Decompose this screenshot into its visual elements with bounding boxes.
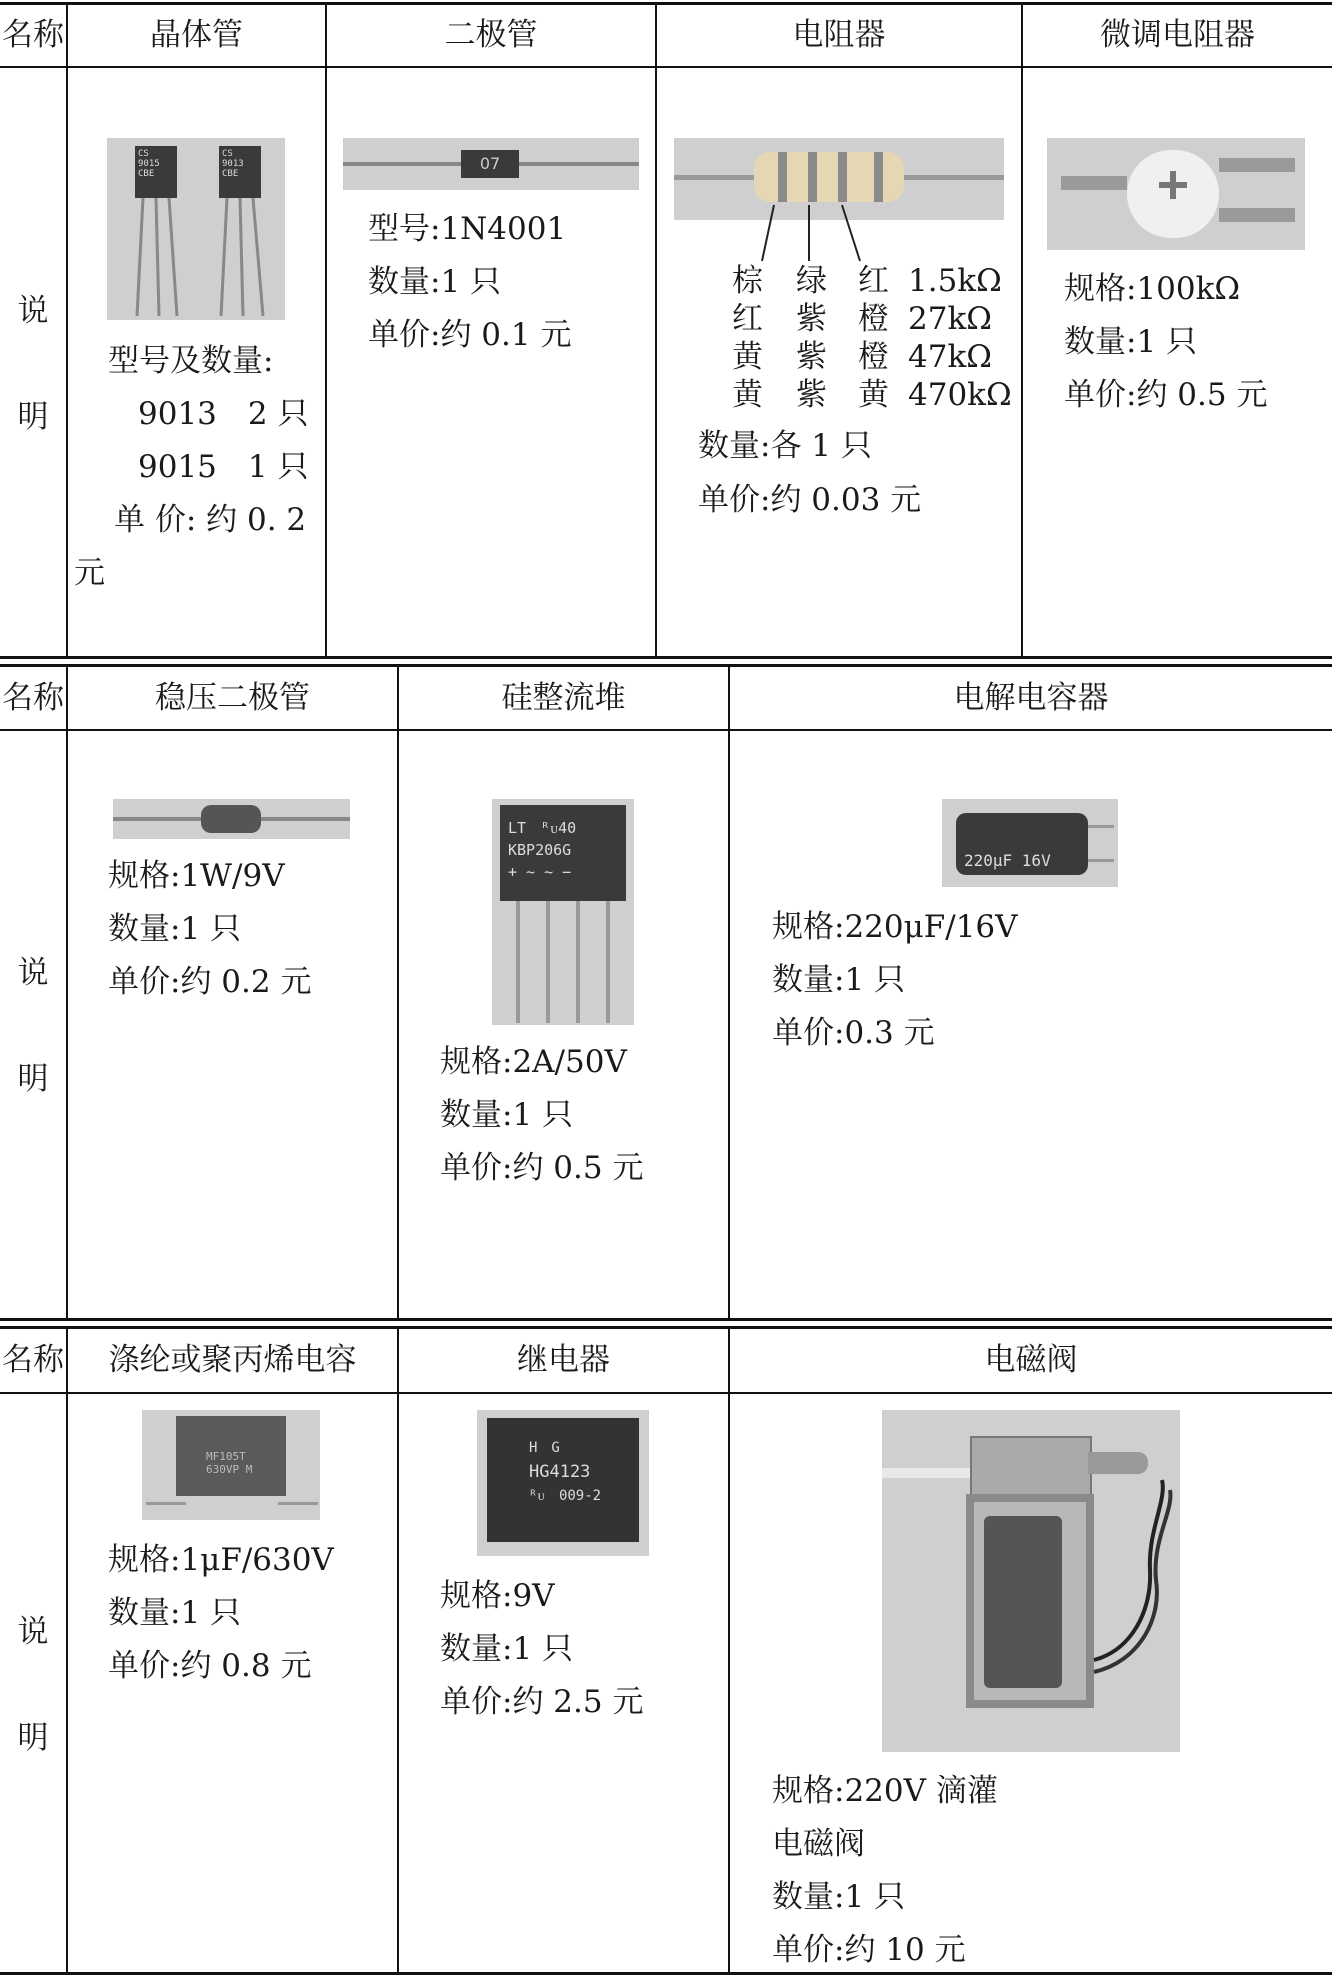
- table-rule: [397, 664, 399, 1321]
- film-cap-lead: [278, 1502, 318, 1505]
- trimmer-pin: [1219, 208, 1295, 222]
- header-resistor: 电阻器: [792, 17, 886, 53]
- zener-line: 数量:1 只: [108, 911, 242, 947]
- zener-body: [201, 805, 261, 833]
- table-rule: [397, 1326, 399, 1975]
- name-label: 名称: [2, 680, 64, 716]
- name-label: 名称: [2, 17, 64, 53]
- table-rule: [1021, 2, 1023, 659]
- band-2-color: 紫: [796, 301, 827, 337]
- header-trimmer: 微调电阻器: [1100, 17, 1255, 53]
- transistor-line: 9015 1 只: [138, 449, 309, 485]
- table-rule: [66, 664, 68, 1321]
- trimmer-photo: [1047, 138, 1305, 250]
- relay-photo: [477, 1410, 649, 1556]
- bridge-marking: + ~ ~ −: [508, 863, 572, 881]
- resistance-value: 1.5kΩ: [908, 263, 1002, 299]
- film-cap-photo: [142, 1410, 320, 1520]
- transistor-9013-body: CS 9013 CBE: [219, 146, 261, 198]
- transistor-line: 9013 2 只: [138, 396, 309, 432]
- table-rule: [655, 2, 657, 659]
- relay-line: 数量:1 只: [440, 1631, 574, 1667]
- solenoid-line: 规格:220V 滴灌: [772, 1773, 998, 1809]
- transistor-leads: [107, 138, 285, 320]
- resistance-value: 47kΩ: [908, 339, 992, 375]
- header-electrolytic: 电解电容器: [953, 680, 1109, 716]
- band-2-color: 紫: [796, 339, 827, 375]
- bridge-line: 规格:2A/50V: [440, 1044, 627, 1080]
- trimmer-line: 单价:约 0.5 元: [1064, 377, 1268, 413]
- band-1-color: 红: [732, 301, 763, 337]
- header-transistor: 晶体管: [150, 17, 243, 53]
- transistor-line: 元: [74, 555, 105, 591]
- color-code-row: [732, 376, 1012, 414]
- trimmer-pin: [1219, 158, 1295, 172]
- relay-body: [487, 1418, 639, 1542]
- solenoid-line: 数量:1 只: [772, 1879, 906, 1915]
- electrolytic-lead: [1088, 859, 1114, 862]
- table-rule: [0, 664, 1332, 667]
- table-rule: [728, 664, 730, 1321]
- band-2-color: 紫: [796, 377, 827, 413]
- electrolytic-photo: [942, 799, 1118, 887]
- electrolytic-line: 数量:1 只: [772, 962, 906, 998]
- transistor-line: 型号及数量:: [108, 343, 274, 379]
- bridge-line: 单价:约 0.5 元: [440, 1150, 644, 1186]
- bridge-marking: KBP206G: [508, 841, 572, 859]
- zener-line: 单价:约 0.2 元: [108, 964, 312, 1000]
- film-cap-body: [176, 1416, 286, 1496]
- electrolytic-line: 规格:220μF/16V: [772, 909, 1018, 945]
- diode-line: 数量:1 只: [368, 264, 502, 300]
- band-3-color: 红: [858, 263, 889, 299]
- color-code-row: [732, 338, 1012, 376]
- header-diode: 二极管: [444, 17, 538, 53]
- band-3-color: 橙: [858, 339, 889, 375]
- relay-marking: HG4123: [529, 1462, 591, 1482]
- band-3-color: 黄: [858, 377, 889, 413]
- table-rule: [0, 1318, 1332, 1321]
- table-rule: [0, 66, 1332, 68]
- header-relay: 继电器: [517, 1342, 610, 1378]
- film-cap-line: 数量:1 只: [108, 1595, 242, 1631]
- diode-line: 单价:约 0.1 元: [368, 317, 572, 353]
- zener-line: 规格:1W/9V: [108, 858, 285, 894]
- band-1-color: 黄: [732, 377, 763, 413]
- transistor-9015-body: CS 9015 CBE: [135, 146, 177, 198]
- color-code-row: [732, 262, 1012, 300]
- desc-label: 说: [17, 293, 49, 329]
- table-rule: [0, 729, 1332, 731]
- table-rule: [66, 1326, 68, 1975]
- resistor-color-code-table: [732, 262, 1012, 414]
- header-zener: 稳压二极管: [155, 680, 310, 716]
- header-bridge: 硅整流堆: [501, 680, 626, 716]
- trimmer-pin: [1061, 176, 1127, 190]
- solenoid-line: 单价:约 10 元: [772, 1932, 966, 1968]
- solenoid-photo: [882, 1410, 1180, 1752]
- desc-label: 明: [17, 399, 49, 435]
- electrolytic-lead: [1088, 825, 1114, 828]
- resistor-line: 单价:约 0.03 元: [698, 482, 922, 518]
- transistor-line: 单 价: 约 0. 2: [114, 502, 307, 538]
- desc-label: 明: [17, 1061, 49, 1097]
- resistor-line: 数量:各 1 只: [698, 428, 872, 464]
- table-rule: [0, 2, 1332, 5]
- band-2-color: 绿: [796, 263, 827, 299]
- table-rule: [66, 2, 68, 659]
- table-rule: [325, 2, 327, 659]
- table-rule: [0, 1392, 1332, 1394]
- table-rule: [0, 1972, 1332, 1975]
- trimmer-line: 数量:1 只: [1064, 324, 1198, 360]
- bridge-line: 数量:1 只: [440, 1097, 574, 1133]
- resistance-value: 27kΩ: [908, 301, 992, 337]
- header-solenoid: 电磁阀: [984, 1342, 1078, 1378]
- zener-photo: [113, 799, 350, 839]
- diode-line: 型号:1N4001: [368, 211, 567, 247]
- diode-photo: [343, 138, 639, 190]
- band-1-color: 棕: [732, 263, 763, 299]
- band-3-color: 橙: [858, 301, 889, 337]
- diode-body: 07: [461, 150, 519, 178]
- bridge-leads: [492, 799, 634, 1025]
- table-rule: [0, 1326, 1332, 1329]
- film-cap-lead: [146, 1502, 186, 1505]
- solenoid-line: 电磁阀: [772, 1826, 865, 1862]
- band-1-color: 黄: [732, 339, 763, 375]
- bridge-marking: LT ᴿᴜ40: [508, 819, 577, 837]
- relay-line: 规格:9V: [440, 1578, 555, 1614]
- desc-label: 说: [17, 1614, 49, 1650]
- resistance-value: 470kΩ: [908, 377, 1012, 413]
- transistor-photo: [107, 138, 285, 320]
- electrolytic-body: 220μF 16V: [956, 813, 1088, 875]
- trimmer-line: 规格:100kΩ: [1064, 271, 1241, 307]
- trimmer-slot: [1170, 171, 1176, 199]
- table-rule: [0, 656, 1332, 659]
- name-label: 名称: [2, 1342, 64, 1378]
- relay-marking: H G: [529, 1440, 560, 1456]
- bridge-photo: [492, 799, 634, 1025]
- film-cap-line: 规格:1μF/630V: [108, 1542, 334, 1578]
- header-film-cap: 涤纶或聚丙烯电容: [108, 1342, 357, 1378]
- desc-label: 说: [17, 955, 49, 991]
- solenoid-wires: [882, 1410, 1180, 1752]
- film-cap-marking: MF105T: [206, 1450, 246, 1463]
- desc-label: 明: [17, 1720, 49, 1756]
- relay-marking: ᴿᴜ 009-2: [529, 1488, 602, 1504]
- relay-line: 单价:约 2.5 元: [440, 1684, 644, 1720]
- color-code-row: [732, 300, 1012, 338]
- electrolytic-line: 单价:0.3 元: [772, 1015, 935, 1051]
- film-cap-marking: 630VP M: [206, 1463, 253, 1476]
- table-rule: [728, 1326, 730, 1975]
- film-cap-line: 单价:约 0.8 元: [108, 1648, 312, 1684]
